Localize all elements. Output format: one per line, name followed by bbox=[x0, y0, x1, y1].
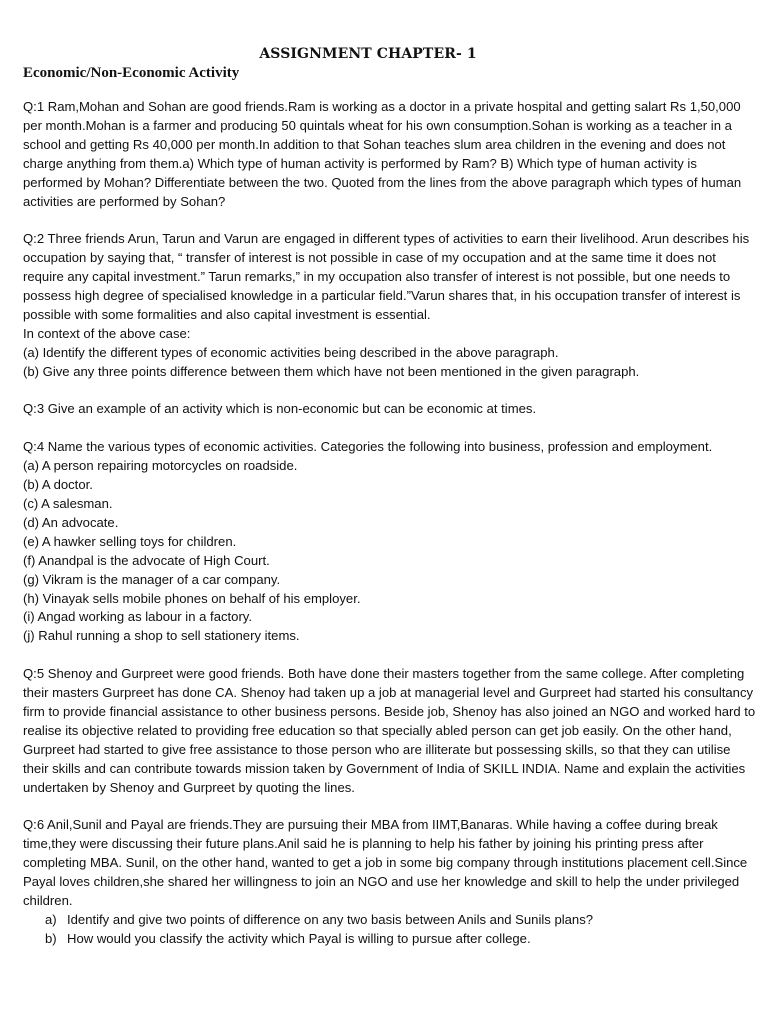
question-2-text: Q:2 Three friends Arun, Tarun and Varun are engaged in different types of activities to earn their livelihood. Arun describes his occupation by saying that, “ transfer of interest is not possible in case of my occupation and at the same time it does not require any capital investment.” Tarun remarks,” in my occupation also transfer of interest is not possible, but one needs to possess high degree of specialised knowledge in a particular field.”Varun shares that, in his occupation transfer of interest is possible with some formalities and also capital investment is essential. bbox=[23, 231, 750, 322]
question-4-item-i: (i) Angad working as labour in a factory. bbox=[23, 609, 253, 625]
question-1 bbox=[23, 98, 758, 211]
question-6 bbox=[23, 816, 758, 948]
question-2-context: In context of the above case: bbox=[23, 325, 191, 341]
question-4-item-d: (d) An advocate. bbox=[23, 514, 119, 530]
question-5-text: Q:5 Shenoy and Gurpreet were good friends. Both have done their masters together from the same college. After completing their masters Gurpreet has done CA. Shenoy had taken up a job at managerial level and Gurpreet had started his consultancy firm to provide financial assistance to other business persons. Beside job, Shenoy has also joined an NGO and worked hard to realise its objective related to providing free education so that specially abled person can get job easily. On the other hand, Gurpreet had started to give free assistance to those person who are illiterate but possessing skills, so that they can utilise their skills and can contribute towards mission taken by Government of India of SKILL INDIA. Name and explain the activities undertaken by Shenoy and Gurpreet by quoting the lines. bbox=[23, 666, 756, 795]
question-6-parts bbox=[23, 911, 758, 949]
question-6-text: Q:6 Anil,Sunil and Payal are friends.They are pursuing their MBA from IIMT,Banaras. While having a coffee during break time,they were discussing their future plans.Anil said he is planning to help his father by joining his printing press after completing MBA. Sunil, on the other hand, wanted to get a job in some big company through institutions placement cell.Since Payal loves children,she shared her willingness to join an NGO and use her knowledge and skill to help the under privileged children. bbox=[23, 817, 748, 908]
question-4-item-j: (j) Rahul running a shop to sell stationery items. bbox=[23, 628, 300, 644]
question-2-part-a: (a) Identify the different types of economic activities being described in the above paragraph. bbox=[23, 344, 559, 360]
question-4-item-h: (h) Vinayak sells mobile phones on behalf of his employer. bbox=[23, 590, 361, 606]
question-2-part-b: (b) Give any three points difference between them which have not been mentioned in the given paragraph. bbox=[23, 363, 640, 379]
assignment-title: ASSIGNMENT CHAPTER- 1 bbox=[259, 46, 477, 62]
question-4-item-g: (g) Vikram is the manager of a car company. bbox=[23, 571, 281, 587]
section-subtitle: Economic/Non-Economic Activity bbox=[23, 65, 240, 81]
question-6-part-b-marker: b) bbox=[45, 930, 57, 946]
question-1-text: Q:1 Ram,Mohan and Sohan are good friends.Ram is working as a doctor in a private hospital and getting salart Rs 1,50,000 per month.Mohan is a farmer and producing 50 quintals wheat for his own consumption.Sohan is working as a teacher in a school and getting Rs 40,000 per month.In addition to that Sohan teaches slum area children in the evening and does not charge anything from them.a) Which type of human activity is performed by Ram? B) Which type of human activity is performed by Mohan? Differentiate between the two. Quoted from the lines from the above paragraph which types of human activities are performed by Sohan? bbox=[23, 99, 742, 209]
question-3 bbox=[23, 400, 758, 419]
question-3-text: Q:3 Give an example of an activity which is non-economic but can be economic at times. bbox=[23, 401, 537, 417]
question-2 bbox=[23, 230, 758, 381]
question-4-item-b: (b) A doctor. bbox=[23, 477, 93, 493]
question-6-part-b-text: How would you classify the activity which Payal is willing to pursue after college. bbox=[67, 930, 531, 946]
question-6-part-a-text: Identify and give two points of difference on any two basis between Anils and Sunils plans? bbox=[67, 911, 594, 927]
question-4-item-e: (e) A hawker selling toys for children. bbox=[23, 533, 237, 549]
question-4-text: Q:4 Name the various types of economic activities. Categories the following into business, profession and employment. bbox=[23, 439, 713, 455]
question-4-item-f: (f) Anandpal is the advocate of High Court. bbox=[23, 552, 270, 568]
question-4-item-a: (a) A person repairing motorcycles on roadside. bbox=[23, 458, 298, 474]
question-5 bbox=[23, 665, 758, 797]
question-6-part-a-marker: a) bbox=[45, 911, 57, 927]
question-6-part-b bbox=[45, 930, 758, 949]
document-body bbox=[23, 98, 758, 968]
question-4-item-c: (c) A salesman. bbox=[23, 495, 113, 511]
question-6-part-a bbox=[45, 911, 758, 930]
question-4 bbox=[23, 438, 758, 646]
